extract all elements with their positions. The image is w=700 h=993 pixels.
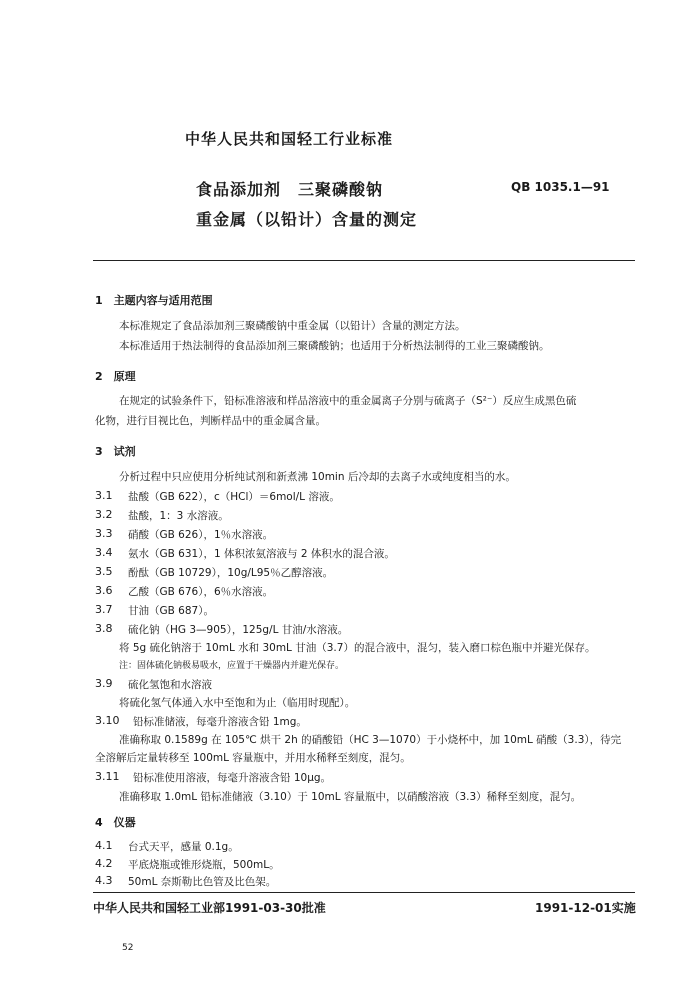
item-3-8-text: 硫化钠（HG 3—905），125g/L 甘油/水溶液。: [128, 624, 349, 636]
item-3-11-number: 3.11: [95, 770, 120, 783]
page-number: 52: [122, 943, 134, 953]
item-3-1-number: 3.1: [95, 489, 113, 502]
approval-statement: 中华人民共和国轻工业部1991-03-30批准: [93, 901, 326, 915]
item-3-9-number: 3.9: [95, 677, 113, 690]
item-3-4-number: 3.4: [95, 546, 113, 559]
section-1-paragraph-1: 本标准规定了食品添加剂三聚磷酸钠中重金属（以铅计）含量的测定方法。: [119, 320, 466, 332]
section-1-paragraph-2: 本标准适用于热法制得的食品添加剂三聚磷酸钠；也适用于分析热法制得的工业三聚磷酸钠。: [119, 340, 550, 352]
item-3-3-number: 3.3: [95, 527, 113, 540]
item-3-8-note: 注：固体硫化钠极易吸水，应置于干燥器内并避光保存。: [119, 661, 345, 671]
section-2-paragraph-line1: 在规定的试验条件下，铅标准溶液和样品溶液中的重金属离子分别与硫离子（S²⁻）反应生成黑色硫: [119, 395, 577, 407]
item-3-7-text: 甘油（GB 687）。: [128, 605, 214, 617]
item-4-1-text: 台式天平，感量 0.1g。: [128, 841, 239, 853]
item-3-11-text: 铅标准使用溶液，每毫升溶液含铅 10μg。: [133, 772, 332, 784]
item-4-2-text: 平底烧瓶或锥形烧瓶，500mL。: [128, 859, 280, 871]
item-3-6-text: 乙酸（GB 676），6％水溶液。: [128, 586, 274, 598]
item-3-10-number: 3.10: [95, 714, 120, 727]
item-3-3-text: 硝酸（GB 626），1％水溶液。: [128, 529, 274, 541]
header-divider: [93, 260, 635, 261]
section-2-paragraph-line2: 化物，进行目视比色，判断样品中的重金属含量。: [95, 415, 326, 427]
item-4-1-number: 4.1: [95, 839, 113, 852]
footer-divider: [93, 892, 635, 893]
item-3-7-number: 3.7: [95, 603, 113, 616]
item-3-8-detail: 将 5g 硫化钠溶于 10mL 水和 30mL 甘油（3.7）的混合液中，混匀，装入磨口棕色瓶中并避光保存。: [119, 642, 596, 654]
section-2-heading: 2 原理: [95, 370, 136, 383]
item-4-2-number: 4.2: [95, 857, 113, 870]
item-3-6-number: 3.6: [95, 584, 113, 597]
item-3-2-number: 3.2: [95, 508, 113, 521]
effective-date: 1991-12-01实施: [535, 901, 636, 915]
item-3-5-number: 3.5: [95, 565, 113, 578]
item-3-4-text: 氨水（GB 631），1 体积浓氨溶液与 2 体积水的混合液。: [128, 548, 395, 560]
document-title-line1: 食品添加剂 三聚磷酸钠: [196, 180, 384, 199]
item-3-10-detail-line2: 全溶解后定量转移至 100mL 容量瓶中，并用水稀释至刻度，混匀。: [95, 752, 411, 764]
item-3-10-text: 铅标准储液，每毫升溶液含铅 1mg。: [133, 716, 307, 728]
section-3-heading: 3 试剂: [95, 445, 136, 458]
item-3-11-detail: 准确移取 1.0mL 铅标准储液（3.10）于 10mL 容量瓶中，以硝酸溶液（3.3）稀释至刻度，混匀。: [119, 791, 582, 803]
item-3-2-text: 盐酸，1：3 水溶液。: [128, 510, 229, 522]
item-4-3-text: 50mL 奈斯勒比色管及比色架。: [128, 876, 277, 888]
item-3-8-number: 3.8: [95, 622, 113, 635]
item-3-9-detail: 将硫化氢气体通入水中至饱和为止（临用时现配）。: [119, 697, 356, 709]
section-1-heading: 1 主题内容与适用范围: [95, 294, 213, 307]
section-4-heading: 4 仪器: [95, 816, 136, 829]
item-4-3-number: 4.3: [95, 874, 113, 887]
item-3-10-detail-line1: 准确称取 0.1589g 在 105℃ 烘干 2h 的硝酸铅（HC 3—1070）于小烧杯中，加 10mL 硝酸（3.3），待完: [119, 734, 622, 746]
item-3-5-text: 酚酞（GB 10729），10g/L95％乙醇溶液。: [128, 567, 334, 579]
item-3-9-text: 硫化氢饱和水溶液: [128, 679, 212, 691]
standard-organization: 中华人民共和国轻工行业标准: [185, 130, 394, 148]
item-3-1-text: 盐酸（GB 622），c（HCl）＝6mol/L 溶液。: [128, 491, 340, 503]
standard-number: QB 1035.1—91: [511, 180, 610, 194]
section-3-intro: 分析过程中只应使用分析纯试剂和新煮沸 10min 后冷却的去离子水或纯度相当的水。: [119, 471, 516, 483]
document-title-line2: 重金属（以铅计）含量的测定: [196, 210, 418, 229]
